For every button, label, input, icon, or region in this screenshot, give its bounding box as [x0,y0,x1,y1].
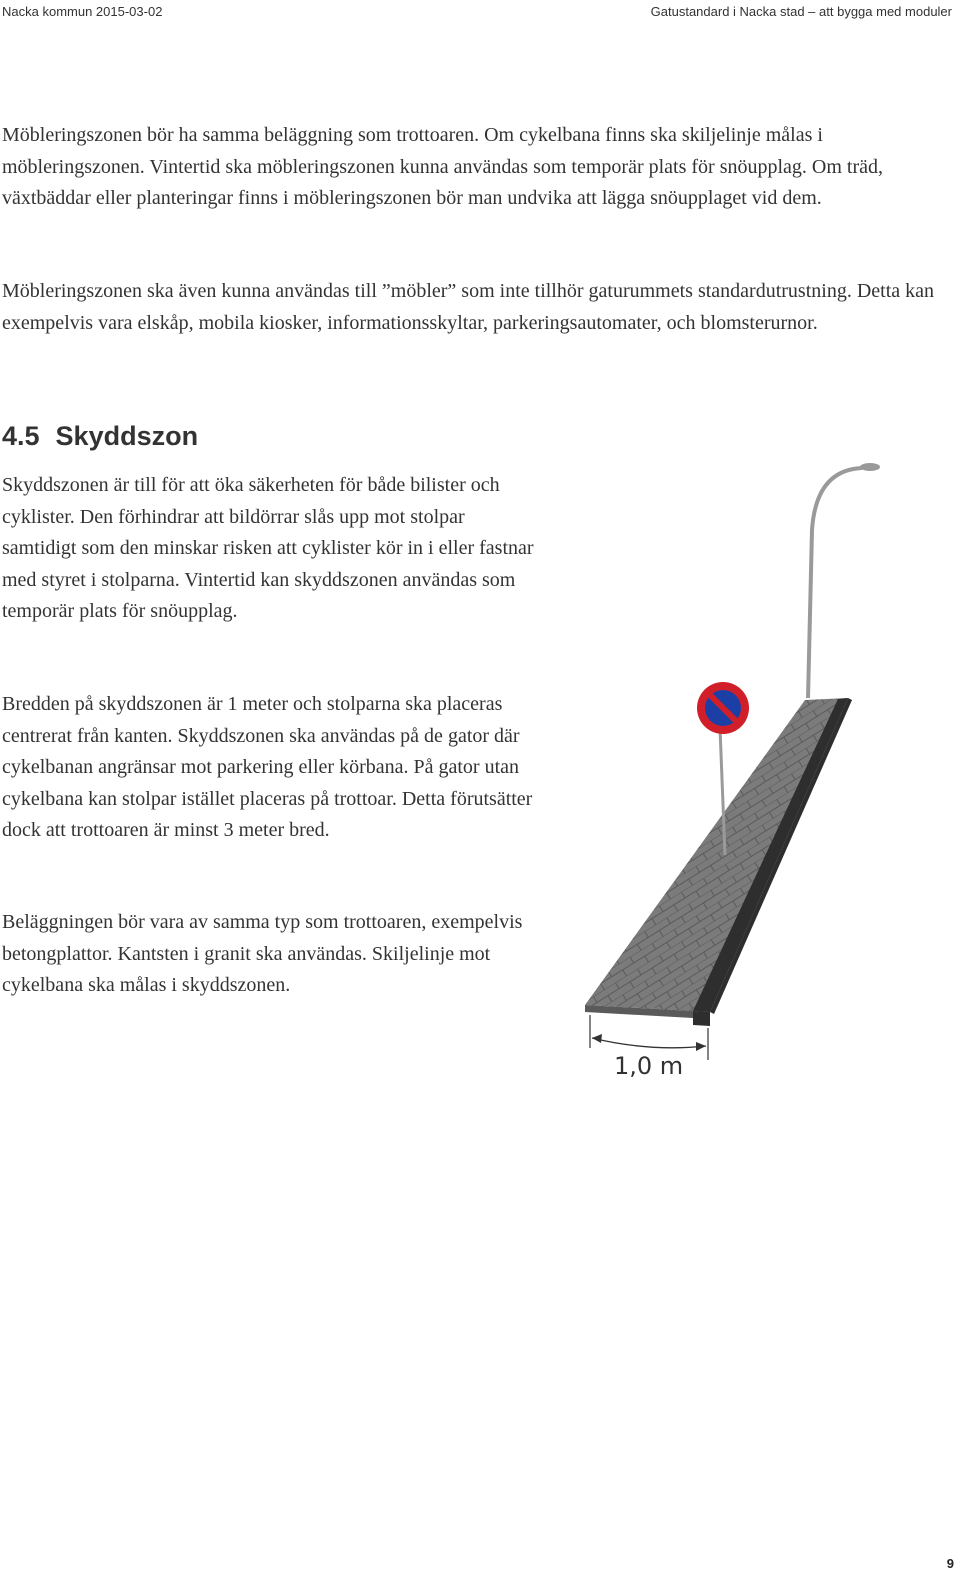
lamp-post [808,468,862,698]
page-number: 9 [946,1556,954,1571]
skyddszon-illustration [580,460,920,1100]
dimension-label: 1,0 m [614,1052,684,1080]
paragraph-skyddszon-3: Beläggningen bör vara av samma typ som trottoaren, exempelvis betongplattor. Kantsten i granit ska användas. Skiljelinje mot cykelbana ska målas i skyddszonen. [2,911,523,996]
section-number: 4.5 [2,421,40,451]
section-title: Skyddszon [55,421,199,451]
paragraph-mobleringszon-2: Möbleringszonen ska även kunna användas till ”möbler” som inte tillhör gaturummets standardutrustning. Detta kan exempelvis vara elskåp, mobila kiosker, informationsskyltar, parkeringsautomater, och blomsterurnor. [2,280,935,334]
paragraph-mobleringszon-1: Möbleringszonen bör ha samma beläggning som trottoaren. Om cykelbana finns ska skiljelinje målas i möbleringszonen. Vintertid ska möbleringszonen kunna användas som temporär plats för snöupplag. Om träd, växtbäddar eller planteringar finns i möbleringszonen bör man undvika att lägga snöupplaget vid dem. [2,124,884,209]
dimension-arc [592,1038,706,1048]
lamp-head-icon [860,463,880,471]
header-left: Nacka kommun 2015-03-02 [2,4,163,19]
dimension-arrow-left-icon [592,1034,602,1043]
curb-end [693,1011,710,1026]
paragraph-skyddszon-2: Bredden på skyddszonen är 1 meter och stolparna ska placeras centrerat från kanten. Skyddszonen ska användas på de gator där cykelbanan angränsar mot parkering eller körbana. På gator utan cykelbana kan stolpar istället placeras på trottoar. Detta förutsätter dock att trottoaren är minst 3 meter bred. [2,693,533,841]
skyddszon-illustration-svg [580,460,920,1100]
section-heading [2,421,198,452]
dimension-arrow-right-icon [696,1042,706,1051]
paragraph-skyddszon-1: Skyddszonen är till för att öka säkerheten för både bilister och cyklister. Den förhindrar att bildörrar slås upp mot stolpar samtidigt som den minskar risken att cyklister kör in i eller fastnar med styret i stolparna. Vintertid kan skyddszonen användas som temporär plats för snöupplag. [2,474,534,622]
header-right: Gatustandard i Nacka stad – att bygga med moduler [650,4,952,19]
